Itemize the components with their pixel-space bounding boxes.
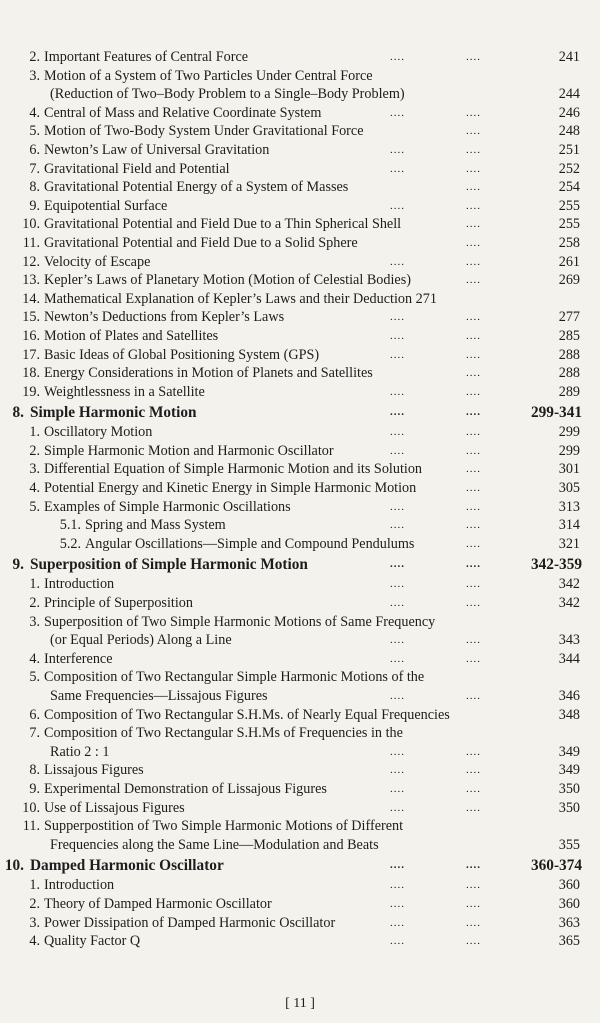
entry-title: (Reduction of Two–Body Problem to a Single–Body Problem)	[50, 86, 405, 103]
toc-entry	[0, 668, 600, 687]
entry-title: Mathematical Explanation of Kepler’s Laws and their Deduction 271	[44, 290, 437, 307]
page-number-ref: 248	[558, 123, 580, 140]
toc-entry	[0, 423, 600, 442]
dot-leader: ....	[390, 444, 405, 457]
entry-title: Velocity of Escape	[44, 253, 151, 270]
entry-number: 6.	[29, 706, 40, 723]
entry-title: Gravitational Field and Potential	[44, 160, 230, 177]
page-number-ref: 313	[558, 498, 580, 515]
entry-title: Potential Energy and Kinetic Energy in Simple Harmonic Motion	[44, 480, 417, 497]
page-number-ref: 360	[558, 895, 580, 912]
entry-number: 8.	[29, 179, 40, 196]
dot-leader: ....	[390, 652, 405, 665]
toc-entry	[0, 613, 600, 632]
dot-leader: ....	[466, 367, 481, 380]
entry-title: Theory of Damped Harmonic Oscillator	[44, 895, 272, 912]
entry-number: 13.	[22, 272, 40, 289]
entry-number: 14.	[22, 290, 40, 307]
entry-number: 7.	[29, 725, 40, 742]
dot-leader: ....	[390, 859, 405, 872]
dot-leader: ....	[466, 274, 481, 287]
toc-entry	[0, 85, 600, 104]
page-number-ref: 246	[558, 104, 580, 121]
entry-title: Spring and Mass System	[85, 517, 226, 534]
entry-number: 10.	[4, 857, 24, 875]
toc-entry	[0, 104, 600, 123]
entry-title: Oscillatory Motion	[44, 424, 153, 441]
entry-number: 9.	[29, 197, 40, 214]
dot-leader: ....	[466, 782, 481, 795]
dot-leader: ....	[466, 519, 481, 532]
toc-entry	[0, 290, 600, 309]
dot-leader: ....	[466, 406, 481, 419]
dot-leader: ....	[390, 879, 405, 892]
entry-title: (or Equal Periods) Along a Line	[50, 632, 232, 649]
page-number-ref: 344	[558, 650, 580, 667]
dot-leader: ....	[466, 935, 481, 948]
chapter-heading	[0, 402, 600, 423]
toc-entry	[0, 479, 600, 498]
entry-number: 2.	[29, 595, 40, 612]
dot-leader: ....	[466, 764, 481, 777]
entry-title: Basic Ideas of Global Positioning System (GPS)	[44, 346, 320, 363]
entry-number: 3.	[29, 461, 40, 478]
entry-number: 1.	[29, 424, 40, 441]
dot-leader: ....	[390, 764, 405, 777]
entry-number: 4.	[29, 480, 40, 497]
toc-entry	[0, 327, 600, 346]
dot-leader: ....	[466, 199, 481, 212]
entry-title: Gravitational Potential and Field Due to a Thin Spherical Shell	[44, 216, 402, 233]
entry-title: Experimental Demonstration of Lissajous Figures	[44, 780, 327, 797]
entry-title: Superposition of Simple Harmonic Motion	[30, 556, 308, 574]
dot-leader: ....	[466, 652, 481, 665]
page-number-ref: 363	[558, 914, 580, 931]
entry-title: Important Features of Central Force	[44, 49, 249, 65]
entry-title: Quality Factor Q	[44, 933, 141, 950]
dot-leader: ....	[466, 597, 481, 610]
entry-number: 4.	[29, 933, 40, 950]
entry-title: Introduction	[44, 877, 115, 894]
entry-number: 8.	[12, 404, 24, 422]
toc-entry	[0, 650, 600, 669]
entry-title: Use of Lissajous Figures	[44, 799, 185, 816]
page-number-ref: 360	[558, 877, 580, 894]
toc-entry	[0, 761, 600, 780]
dot-leader: ....	[390, 500, 405, 513]
entry-number: 9.	[12, 556, 24, 574]
toc-entry	[0, 799, 600, 818]
page-number-ref: 241	[558, 49, 580, 65]
page-number-ref: 342	[558, 595, 580, 612]
entry-title: Power Dissipation of Damped Harmonic Oscillator	[44, 914, 336, 931]
toc-entry	[0, 346, 600, 365]
page-number-ref: 301	[558, 461, 580, 478]
table-of-contents	[0, 48, 600, 951]
dot-leader: ....	[390, 690, 405, 702]
toc-entry	[0, 498, 600, 517]
dot-leader: ....	[390, 782, 405, 795]
dot-leader: ....	[466, 311, 481, 324]
toc-entry	[0, 460, 600, 479]
page-number-ref: 258	[558, 234, 580, 251]
dot-leader: ....	[466, 255, 481, 268]
entry-number: 17.	[22, 346, 40, 363]
dot-leader: ....	[466, 106, 481, 119]
entry-title: Weightlessness in a Satellite	[44, 383, 205, 400]
dot-leader: ....	[466, 801, 481, 814]
toc-entry	[0, 780, 600, 799]
entry-title: Damped Harmonic Oscillator	[30, 857, 224, 875]
toc-entry	[0, 122, 600, 141]
page-number-ref: 348	[558, 706, 580, 723]
entry-title: Central of Mass and Relative Coordinate System	[44, 104, 322, 121]
entry-number: 4.	[29, 104, 40, 121]
page-number-ref: 261	[558, 253, 580, 270]
dot-leader: ....	[390, 406, 405, 419]
toc-entry	[0, 364, 600, 383]
dot-leader: ....	[466, 897, 481, 910]
entry-title: Kepler’s Laws of Planetary Motion (Motion of Celestial Bodies)	[44, 272, 411, 289]
entry-title: Equipotential Surface	[44, 197, 168, 214]
entry-title: Composition of Two Rectangular S.H.Ms. of Nearly Equal Frequencies	[44, 706, 450, 723]
page-number-ref: 343	[558, 632, 580, 649]
dot-leader: ....	[390, 916, 405, 929]
dot-leader: ....	[466, 690, 481, 702]
entry-number: 5.	[29, 669, 40, 686]
entry-number: 6.	[29, 141, 40, 158]
entry-title: Frequencies along the Same Line—Modulation and Beats	[50, 836, 379, 853]
entry-title: Gravitational Potential and Field Due to a Solid Sphere	[44, 234, 358, 251]
entry-number: 19.	[22, 383, 40, 400]
dot-leader: ....	[390, 311, 405, 324]
chapter-heading	[0, 554, 600, 575]
toc-entry	[0, 836, 600, 855]
toc-entry	[0, 178, 600, 197]
entry-title: Newton’s Law of Universal Gravitation	[44, 141, 270, 158]
entry-title: Motion of a System of Two Particles Under Central Force	[44, 67, 373, 84]
page-number: [ 11 ]	[285, 996, 315, 1011]
dot-leader: ....	[390, 519, 405, 532]
entry-number: 1.	[29, 576, 40, 593]
page-number-ref: 360-374	[531, 857, 582, 875]
page-number-ref: 285	[558, 327, 580, 344]
dot-leader: ....	[466, 218, 481, 231]
dot-leader: ....	[466, 745, 481, 758]
entry-title: Angular Oscillations—Simple and Compound Pendulums	[85, 535, 415, 552]
entry-number: 4.	[29, 650, 40, 667]
dot-leader: ....	[466, 385, 481, 398]
page-number-ref: 349	[558, 762, 580, 779]
page-number-ref: 314	[558, 517, 580, 534]
entry-number: 10.	[22, 216, 40, 233]
dot-leader: ....	[390, 329, 405, 342]
page-number-ref: 350	[558, 780, 580, 797]
toc-entry	[0, 876, 600, 895]
entry-number: 5.	[29, 498, 40, 515]
toc-entry	[0, 631, 600, 650]
entry-number: 16.	[22, 327, 40, 344]
entry-number: 1.	[29, 877, 40, 894]
toc-entry	[0, 516, 600, 535]
entry-title: Examples of Simple Harmonic Oscillations	[44, 498, 291, 515]
dot-leader: ....	[466, 51, 481, 63]
toc-entry	[0, 706, 600, 725]
page-number-ref: 254	[558, 179, 580, 196]
page-number-ref: 244	[558, 86, 580, 103]
dot-leader: ....	[466, 444, 481, 457]
dot-leader: ....	[466, 162, 481, 175]
toc-entry	[0, 141, 600, 160]
page-number-ref: 277	[558, 309, 580, 326]
entry-title: Simple Harmonic Motion and Harmonic Oscillator	[44, 442, 334, 459]
entry-number: 8.	[29, 762, 40, 779]
page-number-ref: 299	[558, 442, 580, 459]
dot-leader: ....	[390, 558, 405, 571]
toc-entry	[0, 895, 600, 914]
entry-number: 2.	[29, 49, 40, 65]
dot-leader: ....	[466, 558, 481, 571]
dot-leader: ....	[466, 181, 481, 194]
dot-leader: ....	[466, 236, 481, 249]
entry-number: 5.2.	[59, 535, 81, 552]
dot-leader: ....	[466, 125, 481, 138]
page-number-ref: 365	[558, 933, 580, 950]
dot-leader: ....	[390, 106, 405, 119]
toc-entry	[0, 594, 600, 613]
entry-title: Energy Considerations in Motion of Planets and Satellites	[44, 365, 373, 382]
dot-leader: ....	[466, 879, 481, 892]
page-number-ref: 350	[558, 799, 580, 816]
entry-number: 12.	[22, 253, 40, 270]
entry-title: Differential Equation of Simple Harmonic Motion and its Solution	[44, 461, 423, 478]
entry-number: 15.	[22, 309, 40, 326]
entry-number: 2.	[29, 895, 40, 912]
dot-leader: ....	[390, 597, 405, 610]
toc-entry	[0, 197, 600, 216]
page-number-ref: 342	[558, 576, 580, 593]
dot-leader: ....	[390, 385, 405, 398]
dot-leader: ....	[466, 348, 481, 361]
entry-number: 5.1.	[59, 517, 81, 534]
dot-leader: ....	[390, 801, 405, 814]
dot-leader: ....	[390, 143, 405, 156]
page-number-ref: 321	[558, 535, 580, 552]
entry-number: 18.	[22, 365, 40, 382]
entry-title: Composition of Two Rectangular S.H.Ms of Frequencies in the	[44, 725, 403, 742]
dot-leader: ....	[466, 578, 481, 591]
entry-title: Newton’s Deductions from Kepler’s Laws	[44, 309, 285, 326]
page-number-ref: 255	[558, 197, 580, 214]
dot-leader: ....	[466, 916, 481, 929]
toc-entry	[0, 48, 600, 67]
entry-number: 9.	[29, 780, 40, 797]
dot-leader: ....	[390, 426, 405, 439]
toc-entry	[0, 215, 600, 234]
page-number-ref: 349	[558, 743, 580, 760]
page-number-ref: 255	[558, 216, 580, 233]
entry-number: 7.	[29, 160, 40, 177]
toc-entry	[0, 687, 600, 706]
dot-leader: ....	[390, 634, 405, 647]
page-number-ref: 252	[558, 160, 580, 177]
dot-leader: ....	[466, 143, 481, 156]
entry-title: Composition of Two Rectangular Simple Harmonic Motions of the	[44, 669, 425, 686]
toc-entry	[0, 271, 600, 290]
dot-leader: ....	[390, 745, 405, 758]
toc-entry	[0, 575, 600, 594]
page-number-ref: 288	[558, 346, 580, 363]
dot-leader: ....	[466, 426, 481, 439]
entry-title: Interference	[44, 650, 113, 667]
dot-leader: ....	[390, 162, 405, 175]
entry-title: Supperpostition of Two Simple Harmonic Motions of Different	[44, 818, 404, 835]
page-number-ref: 269	[558, 272, 580, 289]
dot-leader: ....	[466, 463, 481, 476]
toc-entry	[0, 817, 600, 836]
toc-entry	[0, 383, 600, 402]
dot-leader: ....	[466, 859, 481, 872]
dot-leader: ....	[390, 348, 405, 361]
dot-leader: ....	[390, 578, 405, 591]
toc-entry	[0, 308, 600, 327]
page-number-ref: 355	[558, 836, 580, 853]
entry-number: 3.	[29, 613, 40, 630]
dot-leader: ....	[390, 51, 405, 63]
entry-title: Introduction	[44, 576, 115, 593]
toc-entry	[0, 442, 600, 461]
entry-number: 5.	[29, 123, 40, 140]
toc-entry	[0, 253, 600, 272]
toc-entry	[0, 160, 600, 179]
page-number-ref: 342-359	[531, 556, 582, 574]
entry-title: Ratio 2 : 1	[50, 743, 110, 760]
chapter-heading	[0, 855, 600, 876]
entry-title: Lissajous Figures	[44, 762, 144, 779]
dot-leader: ....	[390, 255, 405, 268]
dot-leader: ....	[466, 329, 481, 342]
entry-number: 11.	[22, 818, 40, 835]
entry-number: 11.	[22, 234, 40, 251]
entry-title: Principle of Superposition	[44, 595, 193, 612]
entry-title: Simple Harmonic Motion	[30, 404, 197, 422]
entry-title: Superposition of Two Simple Harmonic Motions of Same Frequency	[44, 613, 436, 630]
page-number-ref: 251	[558, 141, 580, 158]
page-number-ref: 299-341	[531, 404, 582, 422]
entry-number: 10.	[22, 799, 40, 816]
page-number-ref: 288	[558, 365, 580, 382]
entry-number: 2.	[29, 442, 40, 459]
page-number-ref: 289	[558, 383, 580, 400]
dot-leader: ....	[466, 482, 481, 495]
toc-entry	[0, 743, 600, 762]
dot-leader: ....	[390, 897, 405, 910]
dot-leader: ....	[466, 537, 481, 550]
page-number-ref: 346	[558, 688, 580, 704]
dot-leader: ....	[466, 634, 481, 647]
entry-title: Gravitational Potential Energy of a System of Masses	[44, 179, 349, 196]
toc-entry	[0, 234, 600, 253]
dot-leader: ....	[466, 500, 481, 513]
dot-leader: ....	[390, 199, 405, 212]
entry-number: 3.	[29, 914, 40, 931]
entry-number: 3.	[29, 67, 40, 84]
toc-entry	[0, 724, 600, 743]
entry-title: Motion of Two-Body System Under Gravitational Force	[44, 123, 364, 140]
page-number-ref: 299	[558, 424, 580, 441]
entry-title: Motion of Plates and Satellites	[44, 327, 219, 344]
toc-entry	[0, 535, 600, 554]
entry-title: Same Frequencies—Lissajous Figures	[50, 688, 268, 704]
toc-entry	[0, 914, 600, 933]
toc-entry	[0, 67, 600, 86]
dot-leader: ....	[390, 935, 405, 948]
page-number-ref: 305	[558, 480, 580, 497]
toc-entry	[0, 932, 600, 951]
